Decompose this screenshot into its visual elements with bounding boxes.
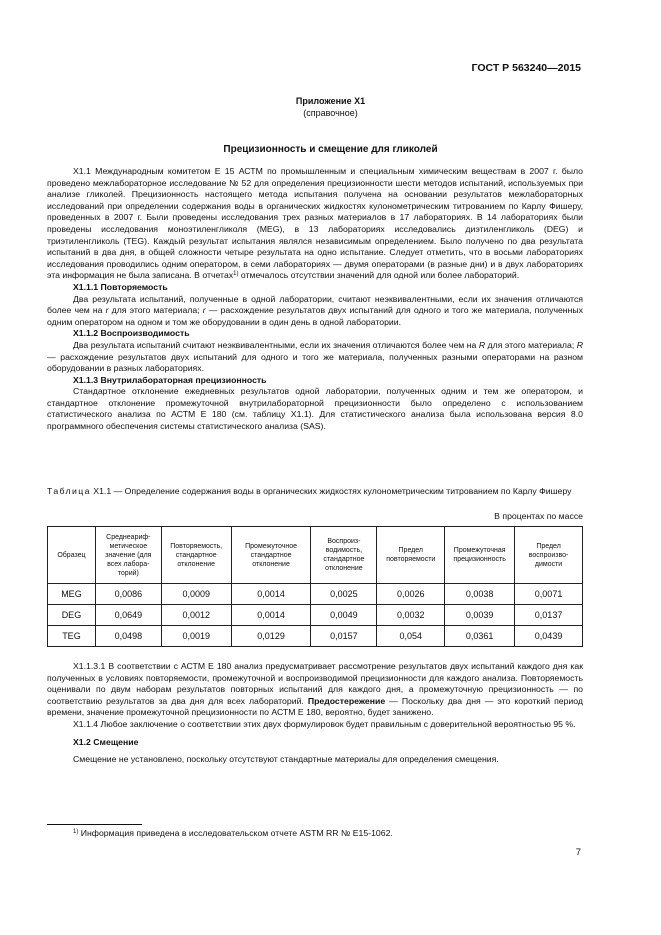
table-units: В процентах по массе <box>494 511 583 521</box>
table-header-cell: Предел повторяемости <box>377 527 445 584</box>
table-row <box>48 626 583 647</box>
table-cell: 0,0361 <box>445 626 515 647</box>
paragraph-bias: Смещение не установлено, поскольку отсутствуют стандартные материалы для определения смещения. <box>73 754 499 765</box>
standard-number: ГОСТ Р 563240—2015 <box>471 62 581 74</box>
precision-table <box>47 526 583 647</box>
heading-bias: X1.2 Смещение <box>73 736 139 747</box>
appendix-subtitle: (справочное) <box>303 108 358 118</box>
table-caption: Таблица X1.1 — Определение содержания воды в органических жидкостях кулонометрическим титрованием по Карлу Фишеру <box>47 486 572 496</box>
table-header-cell: Образец <box>48 527 96 584</box>
table-cell: TEG <box>48 626 96 647</box>
table-header-row <box>48 527 583 584</box>
paragraph-reproducibility: Два результата испытаний считают неэквивалентными, если их значения отличаются более чем на R для этого материала; R — расхождение результатов двух испытаний для одного и того же материала, полученных разными операторами на разном оборудовании в разных лабораториях. <box>47 339 583 374</box>
table-cell: 0,0025 <box>311 584 377 605</box>
table-header-cell: Среднеариф-метическое значение (для всех лабора-торий) <box>95 527 161 584</box>
table-cell: 0,0038 <box>445 584 515 605</box>
table-cell: 0,0019 <box>161 626 231 647</box>
table-cell: MEG <box>48 584 96 605</box>
table-row <box>48 605 583 626</box>
table-cell: 0,0049 <box>311 605 377 626</box>
table-cell: 0,0014 <box>231 584 311 605</box>
table-row <box>48 584 583 605</box>
footnote-divider <box>47 824 142 825</box>
table-header-cell: Промежуточная прецизионность <box>445 527 515 584</box>
table-cell: 0,0032 <box>377 605 445 626</box>
footnote-mark: 1) <box>73 829 79 835</box>
table-cell: 0,0009 <box>161 584 231 605</box>
paragraph-repeatability: Два результата испытаний, полученные в одной лаборатории, считают неэквивалентными, если их значения отличаются более чем на r для этого материала; r — расхождение результатов двух испытаний для одного и того же материала, полученных одним оператором на одном и том же оборудовании в один день в одной лаборатории. <box>47 293 583 327</box>
paragraph-x1-1: X1.1 Международным комитетом Е 15 АСТМ по промышленным и специальным химическим веществам в 2007 г. было проведено межлабораторное исследование № 52 для определения прецизионности шести методов испытаний, используемых при анализе гликолей. Прецизионность настоящего метода испытания получена на основании результатов межлабораторных исследований при определении содержания воды в органических жидкостях кулонометрическим титрованием по Карлу Фишеру, проведенных в 2007 г. Были проведены исследования трех разных материалов в 17 лабораториях. В 14 лабораториях были проведены исследования моноэтиленгликоля (MEG), в 13 лабораториях исследовались диэтиленгликоль (DEG) и триэтиленгликоль (TEG). Каждый результат испытания являлся независимым определением. Было получено по два результата испытаний в два дня, в общей сложности четыре результата на одно испытание. Следует отметить, что в восьми лабораториях исследования проводились одним оператором, в семи лабораториях — двумя операторами (в разные дни) и в двух лабораториях эта информация не была записана. В отчетах$^{1)}$ отмечалось отсутствии значений для одной или более лабораторий. <box>47 166 583 281</box>
table-cell: 0,0014 <box>231 605 311 626</box>
table-cell: 0,0649 <box>95 605 161 626</box>
table-cell: 0,0026 <box>377 584 445 605</box>
table-cell: 0,0086 <box>95 584 161 605</box>
table-header-cell: Воспроиз-водимость, стандартное отклонение <box>311 527 377 584</box>
table-cell: 0,0129 <box>231 626 311 647</box>
heading-intermediate-precision: X1.1.3 Внутрилабораторная прецизионность <box>73 374 267 385</box>
table-cell: 0,0157 <box>311 626 377 647</box>
table-cell: 0,0012 <box>161 605 231 626</box>
table-cell: 0,0498 <box>95 626 161 647</box>
body-text-top <box>47 166 583 433</box>
paragraph-intermediate-precision: Стандартное отклонение ежедневных результатов одной лаборатории, полученных одним и тем же оператором, и стандартное отклонение промежуточной внутрилабораторной прецизионности было определено с использованием статистического анализа по АСТМ Е 180 (см. таблицу X1.1). Для статистического анализа была использована версия 8.0 программного обеспечения системы статистического анализа (SAS). <box>47 386 583 432</box>
heading-repeatability: X1.1.1 Повторяемость <box>73 281 168 292</box>
table-header-cell: Предел воспроизво-димости <box>515 527 583 584</box>
warning-label: Предостережение <box>307 695 386 706</box>
appendix-heading <box>0 95 661 119</box>
page-number: 7 <box>575 847 581 858</box>
footnote-ref: 1) <box>233 271 239 278</box>
body-text-bottom <box>47 661 583 766</box>
footnote: $^{1)}$ Информация приведена в исследовательском отчете ASTM RR № E15-1062. <box>73 828 393 838</box>
table-cell: DEG <box>48 605 96 626</box>
appendix-title: Приложение X1 <box>295 96 366 106</box>
table-cell: 0,0137 <box>515 605 583 626</box>
table-cell: 0,0071 <box>515 584 583 605</box>
table-header-cell: Повторяемость, стандартное отклонение <box>161 527 231 584</box>
table-header-cell: Промежуточное стандартное отклонение <box>231 527 311 584</box>
paragraph-x1-1-3-1: X1.1.3.1 В соответствии с АСТМ Е 180 анализ предусматривает рассмотрение результатов двух испытаний каждого дня как полученных в условиях повторяемости, промежуточной и воспроизводимой прецизионности для каждого анализа. Повторяемость оценивали по двум наборам результатов повторных испытаний для каждого дня, а промежуточную прецизионность — по соответствию результатов за два дня для всех лабораторий. Предостережение — Поскольку два дня — это короткий период времени, значение промежуточной прецизионности по АСТМ Е 180, вероятно, будет занижено. <box>47 661 583 718</box>
section-title: Прецизионность и смещение для гликолей <box>223 144 438 155</box>
table-cell: 0,054 <box>377 626 445 647</box>
table-cell: 0,0039 <box>445 605 515 626</box>
paragraph-x1-1-4: X1.1.4 Любое заключение о соответствии этих двух формулировок будет правильным с доверительной вероятностью 95 %. <box>73 718 576 729</box>
heading-reproducibility: X1.1.2 Воспроизводимость <box>73 328 190 339</box>
table-cell: 0,0439 <box>515 626 583 647</box>
